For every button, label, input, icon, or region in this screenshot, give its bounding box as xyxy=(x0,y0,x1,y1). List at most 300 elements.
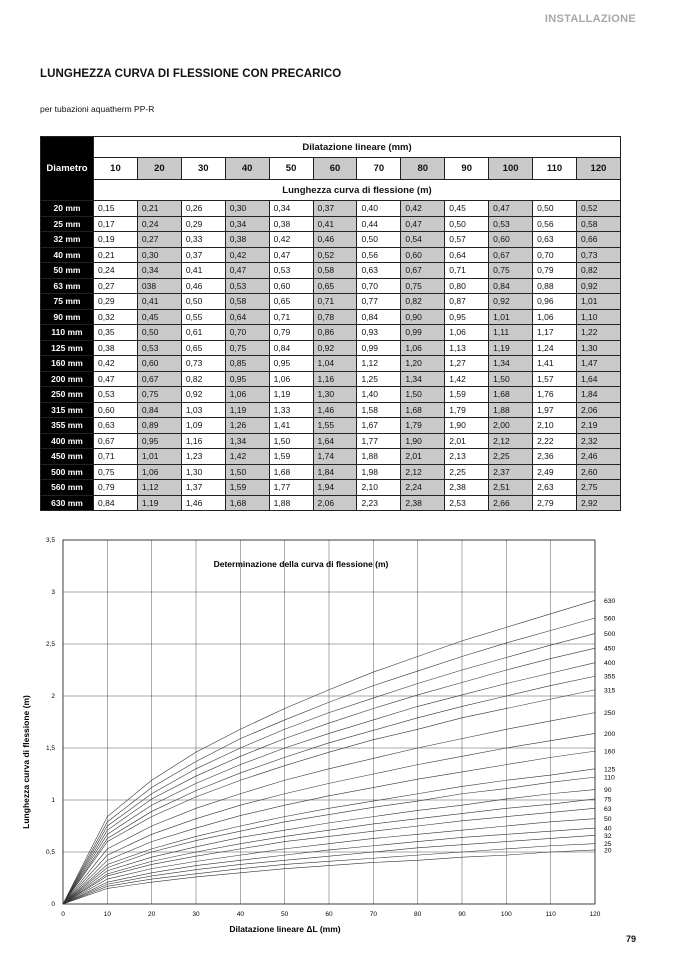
value-cell: 1,67 xyxy=(357,418,401,434)
value-cell: 2,10 xyxy=(533,418,577,434)
value-cell: 0,41 xyxy=(181,263,225,279)
value-cell: 1,25 xyxy=(357,371,401,387)
value-cell: 2,51 xyxy=(489,480,533,496)
value-cell: 2,63 xyxy=(533,480,577,496)
value-cell: 2,46 xyxy=(576,449,620,465)
value-cell: 0,82 xyxy=(401,294,445,310)
value-cell: 0,24 xyxy=(137,216,181,232)
value-cell: 0,60 xyxy=(137,356,181,372)
value-cell: 1,41 xyxy=(533,356,577,372)
x-tick-label: 100 xyxy=(500,911,512,918)
value-cell: 2,79 xyxy=(533,495,577,511)
value-cell: 1,19 xyxy=(489,340,533,356)
value-cell: 0,42 xyxy=(269,232,313,248)
length-header: Lunghezza curva di flessione (m) xyxy=(94,180,621,201)
diameter-cell: 355 mm xyxy=(41,418,94,434)
value-cell: 0,47 xyxy=(94,371,138,387)
diameter-cell: 315 mm xyxy=(41,402,94,418)
value-cell: 0,26 xyxy=(181,201,225,217)
value-cell: 0,34 xyxy=(225,216,269,232)
diameter-cell: 20 mm xyxy=(41,201,94,217)
value-cell: 1,19 xyxy=(269,387,313,403)
value-cell: 1,79 xyxy=(445,402,489,418)
value-cell: 1,16 xyxy=(313,371,357,387)
value-cell: 2,06 xyxy=(313,495,357,511)
value-cell: 0,67 xyxy=(401,263,445,279)
value-cell: 0,53 xyxy=(489,216,533,232)
series-label: 200 xyxy=(604,730,616,738)
value-cell: 2,37 xyxy=(489,464,533,480)
bend-length-table xyxy=(40,136,621,511)
value-cell: 1,68 xyxy=(489,387,533,403)
value-cell: 1,30 xyxy=(576,340,620,356)
value-cell: 0,29 xyxy=(94,294,138,310)
value-cell: 0,41 xyxy=(137,294,181,310)
diameter-cell: 90 mm xyxy=(41,309,94,325)
value-cell: 1,77 xyxy=(357,433,401,449)
y-tick-label: 3 xyxy=(51,589,55,596)
x-tick-label: 50 xyxy=(281,911,289,918)
column-header: 80 xyxy=(401,158,445,180)
diameter-cell: 40 mm xyxy=(41,247,94,263)
value-cell: 0,92 xyxy=(576,278,620,294)
value-cell: 0,45 xyxy=(137,309,181,325)
value-cell: 0,86 xyxy=(313,325,357,341)
series-label: 50 xyxy=(604,816,612,824)
value-cell: 1,79 xyxy=(401,418,445,434)
value-cell: 0,79 xyxy=(269,325,313,341)
value-cell: 1,94 xyxy=(313,480,357,496)
value-cell: 2,00 xyxy=(489,418,533,434)
table-row xyxy=(41,340,621,356)
value-cell: 0,40 xyxy=(357,201,401,217)
series-label: 160 xyxy=(604,748,616,756)
value-cell: 0,99 xyxy=(401,325,445,341)
value-cell: 1,20 xyxy=(401,356,445,372)
diameter-cell: 160 mm xyxy=(41,356,94,372)
value-cell: 1,22 xyxy=(576,325,620,341)
value-cell: 0,70 xyxy=(357,278,401,294)
value-cell: 1,76 xyxy=(533,387,577,403)
column-header: 120 xyxy=(576,158,620,180)
value-cell: 1,77 xyxy=(269,480,313,496)
y-tick-label: 1 xyxy=(51,797,55,804)
value-cell: 0,60 xyxy=(94,402,138,418)
value-cell: 0,57 xyxy=(445,232,489,248)
value-cell: 0,58 xyxy=(313,263,357,279)
x-tick-label: 70 xyxy=(369,911,377,918)
value-cell: 1,74 xyxy=(313,449,357,465)
value-cell: 0,79 xyxy=(533,263,577,279)
column-header: 10 xyxy=(94,158,138,180)
value-cell: 0,29 xyxy=(181,216,225,232)
value-cell: 0,65 xyxy=(269,294,313,310)
value-cell: 0,42 xyxy=(401,201,445,217)
value-cell: 1,42 xyxy=(225,449,269,465)
diameter-cell: 630 mm xyxy=(41,495,94,511)
value-cell: 0,84 xyxy=(489,278,533,294)
value-cell: 1,13 xyxy=(445,340,489,356)
value-cell: 1,64 xyxy=(576,371,620,387)
value-cell: 0,70 xyxy=(225,325,269,341)
y-tick-label: 2 xyxy=(51,693,55,700)
value-cell: 0,65 xyxy=(313,278,357,294)
value-cell: 1,68 xyxy=(269,464,313,480)
chart-grid xyxy=(63,540,595,904)
value-cell: 1,59 xyxy=(225,480,269,496)
value-cell: 0,79 xyxy=(94,480,138,496)
value-cell: 0,64 xyxy=(225,309,269,325)
value-cell: 0,80 xyxy=(445,278,489,294)
value-cell: 0,77 xyxy=(357,294,401,310)
value-cell: 1,55 xyxy=(313,418,357,434)
series-label: 90 xyxy=(604,787,612,795)
value-cell: 0,75 xyxy=(401,278,445,294)
value-cell: 0,34 xyxy=(137,263,181,279)
value-cell: 1,84 xyxy=(576,387,620,403)
value-cell: 1,23 xyxy=(181,449,225,465)
value-cell: 0,75 xyxy=(137,387,181,403)
value-cell: 0,30 xyxy=(225,201,269,217)
table-row xyxy=(41,387,621,403)
table-row xyxy=(41,418,621,434)
chart-axes xyxy=(46,537,601,918)
value-cell: 0,78 xyxy=(313,309,357,325)
value-cell: 0,17 xyxy=(94,216,138,232)
value-cell: 1,16 xyxy=(181,433,225,449)
value-cell: 0,96 xyxy=(533,294,577,310)
value-cell: 0,63 xyxy=(94,418,138,434)
value-cell: 0,44 xyxy=(357,216,401,232)
value-cell: 0,33 xyxy=(181,232,225,248)
x-tick-label: 110 xyxy=(545,911,556,918)
value-cell: 1,88 xyxy=(269,495,313,511)
value-cell: 2,25 xyxy=(445,464,489,480)
chart-labels xyxy=(604,598,616,855)
diameter-cell: 50 mm xyxy=(41,263,94,279)
value-cell: 0,32 xyxy=(94,309,138,325)
series-label: 125 xyxy=(604,766,616,774)
series-label: 110 xyxy=(604,774,615,782)
y-tick-label: 2,5 xyxy=(45,641,55,648)
value-cell: 0,88 xyxy=(533,278,577,294)
value-cell: 1,01 xyxy=(576,294,620,310)
diameter-cell: 110 mm xyxy=(41,325,94,341)
table-row xyxy=(41,371,621,387)
x-tick-label: 60 xyxy=(325,911,333,918)
value-cell: 0,56 xyxy=(357,247,401,263)
value-cell: 0,61 xyxy=(181,325,225,341)
diameter-cell: 125 mm xyxy=(41,340,94,356)
expansion-header: Dilatazione lineare (mm) xyxy=(94,137,621,158)
value-cell: 1,57 xyxy=(533,371,577,387)
page-title: LUNGHEZZA CURVA DI FLESSIONE CON PRECARICO xyxy=(40,68,342,80)
value-cell: 1,19 xyxy=(225,402,269,418)
value-cell: 0,67 xyxy=(489,247,533,263)
x-tick-label: 10 xyxy=(103,911,111,918)
value-cell: 0,92 xyxy=(313,340,357,356)
value-cell: 0,95 xyxy=(269,356,313,372)
chart-title: Determinazione della curva di flessione (m) xyxy=(213,559,389,569)
value-cell: 1,01 xyxy=(489,309,533,325)
value-cell: 1,50 xyxy=(401,387,445,403)
value-cell: 1,19 xyxy=(137,495,181,511)
value-cell: 0,47 xyxy=(269,247,313,263)
value-cell: 0,93 xyxy=(357,325,401,341)
y-tick-label: 0,5 xyxy=(45,849,55,856)
x-tick-label: 80 xyxy=(414,911,422,918)
value-cell: 0,37 xyxy=(313,201,357,217)
value-cell: 0,82 xyxy=(576,263,620,279)
column-header-row xyxy=(41,158,621,180)
value-cell: 0,45 xyxy=(445,201,489,217)
diameter-cell: 32 mm xyxy=(41,232,94,248)
value-cell: 1,09 xyxy=(181,418,225,434)
column-header: 20 xyxy=(137,158,181,180)
value-cell: 0,58 xyxy=(576,216,620,232)
column-header: 70 xyxy=(357,158,401,180)
value-cell: 0,34 xyxy=(269,201,313,217)
value-cell: 2,23 xyxy=(357,495,401,511)
page-subtitle: per tubazioni aquatherm PP-R xyxy=(40,104,155,114)
value-cell: 1,88 xyxy=(357,449,401,465)
value-cell: 0,27 xyxy=(94,278,138,294)
value-cell: 0,95 xyxy=(137,433,181,449)
value-cell: 0,87 xyxy=(445,294,489,310)
x-tick-label: 90 xyxy=(458,911,466,918)
value-cell: 0,27 xyxy=(137,232,181,248)
column-header: 50 xyxy=(269,158,313,180)
value-cell: 2,06 xyxy=(576,402,620,418)
value-cell: 0,84 xyxy=(137,402,181,418)
value-cell: 1,30 xyxy=(181,464,225,480)
value-cell: 1,46 xyxy=(313,402,357,418)
series-label: 63 xyxy=(604,805,612,813)
value-cell: 1,12 xyxy=(137,480,181,496)
value-cell: 0,37 xyxy=(181,247,225,263)
value-cell: 0,54 xyxy=(401,232,445,248)
value-cell: 0,84 xyxy=(357,309,401,325)
value-cell: 1,11 xyxy=(489,325,533,341)
value-cell: 0,15 xyxy=(94,201,138,217)
column-header: 30 xyxy=(181,158,225,180)
value-cell: 2,12 xyxy=(489,433,533,449)
page-number: 79 xyxy=(625,934,636,944)
diameter-cell: 500 mm xyxy=(41,464,94,480)
table-row xyxy=(41,325,621,341)
x-axis-label: Dilatazione lineare ΔL (mm) xyxy=(229,924,341,934)
value-cell: 0,47 xyxy=(225,263,269,279)
table-row xyxy=(41,356,621,372)
series-label: 500 xyxy=(604,631,616,639)
series-label: 250 xyxy=(604,710,616,718)
value-cell: 1,27 xyxy=(445,356,489,372)
value-cell: 1,06 xyxy=(445,325,489,341)
diameter-cell: 200 mm xyxy=(41,371,94,387)
value-cell: 0,50 xyxy=(445,216,489,232)
value-cell: 1,40 xyxy=(357,387,401,403)
value-cell: 1,64 xyxy=(313,433,357,449)
table-row xyxy=(41,294,621,310)
value-cell: 0,71 xyxy=(269,309,313,325)
value-cell: 2,66 xyxy=(489,495,533,511)
value-cell: 2,10 xyxy=(357,480,401,496)
value-cell: 1,50 xyxy=(269,433,313,449)
value-cell: 0,50 xyxy=(181,294,225,310)
value-cell: 0,46 xyxy=(313,232,357,248)
y-tick-label: 0 xyxy=(51,901,55,908)
bend-length-chart xyxy=(0,530,678,940)
value-cell: 0,84 xyxy=(269,340,313,356)
value-cell: 1,33 xyxy=(269,402,313,418)
value-cell: 0,55 xyxy=(181,309,225,325)
table-row xyxy=(41,433,621,449)
diameter-cell: 25 mm xyxy=(41,216,94,232)
value-cell: 0,60 xyxy=(269,278,313,294)
value-cell: 0,63 xyxy=(357,263,401,279)
value-cell: 2,53 xyxy=(445,495,489,511)
value-cell: 1,68 xyxy=(401,402,445,418)
value-cell: 0,99 xyxy=(357,340,401,356)
value-cell: 0,50 xyxy=(357,232,401,248)
value-cell: 0,60 xyxy=(489,232,533,248)
value-cell: 0,24 xyxy=(94,263,138,279)
x-tick-label: 120 xyxy=(589,911,601,918)
value-cell: 0,38 xyxy=(269,216,313,232)
value-cell: 0,67 xyxy=(137,371,181,387)
x-tick-label: 20 xyxy=(148,911,156,918)
table-row xyxy=(41,402,621,418)
table-row xyxy=(41,464,621,480)
value-cell: 0,63 xyxy=(533,232,577,248)
diameter-cell: 450 mm xyxy=(41,449,94,465)
value-cell: 0,66 xyxy=(576,232,620,248)
value-cell: 1,97 xyxy=(533,402,577,418)
value-cell: 2,19 xyxy=(576,418,620,434)
value-cell: 2,25 xyxy=(489,449,533,465)
series-label: 450 xyxy=(604,645,616,653)
value-cell: 1,59 xyxy=(269,449,313,465)
column-header: 40 xyxy=(225,158,269,180)
series-label: 315 xyxy=(604,687,616,695)
value-cell: 1,30 xyxy=(313,387,357,403)
value-cell: 0,75 xyxy=(94,464,138,480)
table-row xyxy=(41,247,621,263)
value-cell: 0,47 xyxy=(489,201,533,217)
value-cell: 0,53 xyxy=(94,387,138,403)
x-tick-label: 0 xyxy=(61,911,65,918)
value-cell: 0,47 xyxy=(401,216,445,232)
table-row xyxy=(41,480,621,496)
value-cell: 1,17 xyxy=(533,325,577,341)
value-cell: 0,50 xyxy=(533,201,577,217)
value-cell: 2,24 xyxy=(401,480,445,496)
table-row xyxy=(41,309,621,325)
value-cell: 0,89 xyxy=(137,418,181,434)
value-cell: 1,42 xyxy=(445,371,489,387)
diameter-cell: 560 mm xyxy=(41,480,94,496)
table-row xyxy=(41,263,621,279)
value-cell: 1,58 xyxy=(357,402,401,418)
table-row xyxy=(41,278,621,294)
value-cell: 0,90 xyxy=(401,309,445,325)
value-cell: 0,67 xyxy=(94,433,138,449)
value-cell: 0,38 xyxy=(94,340,138,356)
value-cell: 1,10 xyxy=(576,309,620,325)
value-cell: 1,04 xyxy=(313,356,357,372)
diameter-cell: 250 mm xyxy=(41,387,94,403)
table-row xyxy=(41,449,621,465)
value-cell: 0,75 xyxy=(225,340,269,356)
value-cell: 0,42 xyxy=(225,247,269,263)
table-row xyxy=(41,495,621,511)
value-cell: 0,53 xyxy=(225,278,269,294)
value-cell: 1,06 xyxy=(533,309,577,325)
value-cell: 0,19 xyxy=(94,232,138,248)
value-cell: 0,71 xyxy=(94,449,138,465)
value-cell: 0,58 xyxy=(225,294,269,310)
value-cell: 2,22 xyxy=(533,433,577,449)
value-cell: 0,52 xyxy=(313,247,357,263)
table-body xyxy=(41,201,621,511)
series-label: 32 xyxy=(604,832,612,840)
x-tick-label: 30 xyxy=(192,911,200,918)
value-cell: 0,38 xyxy=(225,232,269,248)
value-cell: 0,42 xyxy=(94,356,138,372)
value-cell: 2,01 xyxy=(401,449,445,465)
value-cell: 1,50 xyxy=(489,371,533,387)
series-label: 560 xyxy=(604,615,616,623)
value-cell: 1,34 xyxy=(225,433,269,449)
series-label: 40 xyxy=(604,825,612,833)
value-cell: 1,68 xyxy=(225,495,269,511)
value-cell: 2,01 xyxy=(445,433,489,449)
value-cell: 1,12 xyxy=(357,356,401,372)
value-cell: 2,36 xyxy=(533,449,577,465)
value-cell: 1,37 xyxy=(181,480,225,496)
value-cell: 1,06 xyxy=(269,371,313,387)
column-header: 110 xyxy=(533,158,577,180)
value-cell: 0,64 xyxy=(445,247,489,263)
series-label: 400 xyxy=(604,660,616,668)
column-header: 60 xyxy=(313,158,357,180)
value-cell: 2,38 xyxy=(401,495,445,511)
value-cell: 1,34 xyxy=(489,356,533,372)
value-cell: 1,01 xyxy=(137,449,181,465)
value-cell: 2,12 xyxy=(401,464,445,480)
y-tick-label: 1,5 xyxy=(45,745,55,752)
value-cell: 0,71 xyxy=(445,263,489,279)
value-cell: 1,41 xyxy=(269,418,313,434)
value-cell: 0,46 xyxy=(181,278,225,294)
series-label: 25 xyxy=(604,841,612,849)
series-label: 355 xyxy=(604,673,616,681)
diameter-cell: 63 mm xyxy=(41,278,94,294)
value-cell: 2,13 xyxy=(445,449,489,465)
x-tick-label: 40 xyxy=(236,911,244,918)
value-cell: 1,59 xyxy=(445,387,489,403)
value-cell: 2,32 xyxy=(576,433,620,449)
series-label: 20 xyxy=(604,847,612,855)
value-cell: 0,95 xyxy=(225,371,269,387)
value-cell: 1,24 xyxy=(533,340,577,356)
series-label: 630 xyxy=(604,597,616,605)
value-cell: 2,75 xyxy=(576,480,620,496)
section-label: INSTALLAZIONE xyxy=(544,13,636,25)
value-cell: 0,53 xyxy=(137,340,181,356)
value-cell: 0,75 xyxy=(489,263,533,279)
value-cell: 1,06 xyxy=(137,464,181,480)
